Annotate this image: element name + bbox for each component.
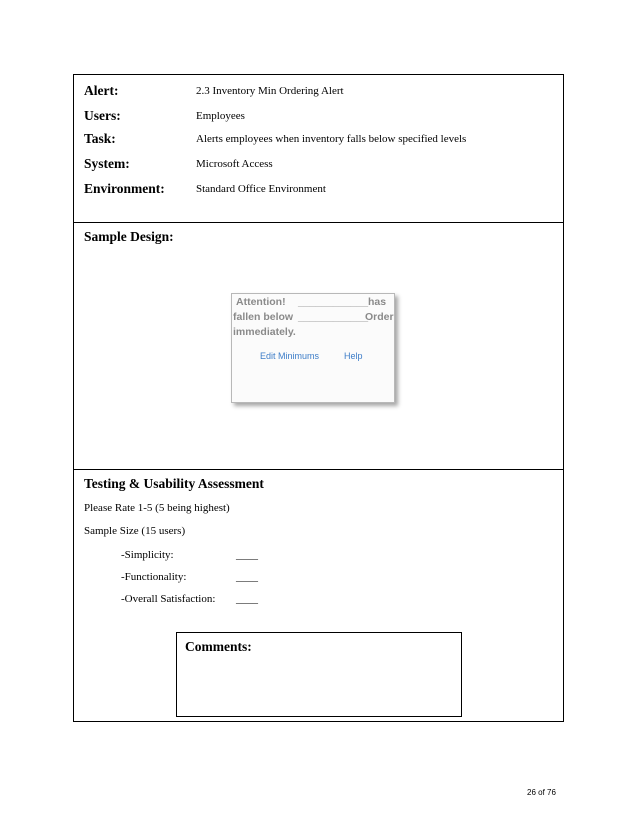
comments-box[interactable] bbox=[176, 632, 462, 717]
environment-label: Environment: bbox=[84, 181, 165, 196]
alert-value: 2.3 Inventory Min Ordering Alert bbox=[196, 85, 344, 97]
dialog-line1-a: Attention! bbox=[236, 296, 286, 308]
dialog-line1-b: has bbox=[368, 296, 387, 308]
task-value: Alerts employees when inventory falls below specified levels bbox=[196, 133, 467, 145]
users-label: Users: bbox=[84, 108, 121, 123]
dialog-line1-blank: ____________ bbox=[298, 296, 369, 308]
help-link[interactable]: Help bbox=[344, 351, 363, 361]
testing-section bbox=[73, 469, 564, 722]
functionality-label: -Functionality: bbox=[121, 571, 187, 583]
dialog-line2-a: fallen below bbox=[233, 311, 294, 323]
rating-instruction: Please Rate 1-5 (5 being highest) bbox=[84, 502, 230, 514]
info-section bbox=[73, 74, 564, 222]
dialog-line2-blank: ____________ bbox=[298, 311, 369, 323]
functionality-blank[interactable]: ____ bbox=[236, 571, 258, 583]
comments-label: Comments: bbox=[185, 639, 252, 654]
environment-value: Standard Office Environment bbox=[196, 183, 326, 195]
simplicity-label: -Simplicity: bbox=[121, 549, 174, 561]
design-section bbox=[73, 222, 564, 469]
sample-size: Sample Size (15 users) bbox=[84, 525, 186, 537]
design-title: Sample Design: bbox=[84, 229, 174, 244]
dialog-line2-b: Order bbox=[365, 311, 394, 323]
users-value: Employees bbox=[196, 110, 245, 122]
task-label: Task: bbox=[84, 131, 116, 146]
overall-satisfaction-label: -Overall Satisfaction: bbox=[121, 593, 216, 605]
simplicity-blank[interactable]: ____ bbox=[236, 549, 258, 561]
overall-satisfaction-blank[interactable]: ____ bbox=[236, 593, 258, 605]
system-label: System: bbox=[84, 156, 130, 171]
page-number: 26 of 76 bbox=[527, 788, 556, 797]
dialog-line3: immediately. bbox=[233, 326, 296, 338]
sample-alert-dialog bbox=[231, 293, 395, 403]
edit-minimums-link[interactable]: Edit Minimums bbox=[260, 351, 320, 361]
alert-label: Alert: bbox=[84, 83, 119, 98]
testing-title: Testing & Usability Assessment bbox=[84, 476, 264, 491]
system-value: Microsoft Access bbox=[196, 158, 273, 170]
